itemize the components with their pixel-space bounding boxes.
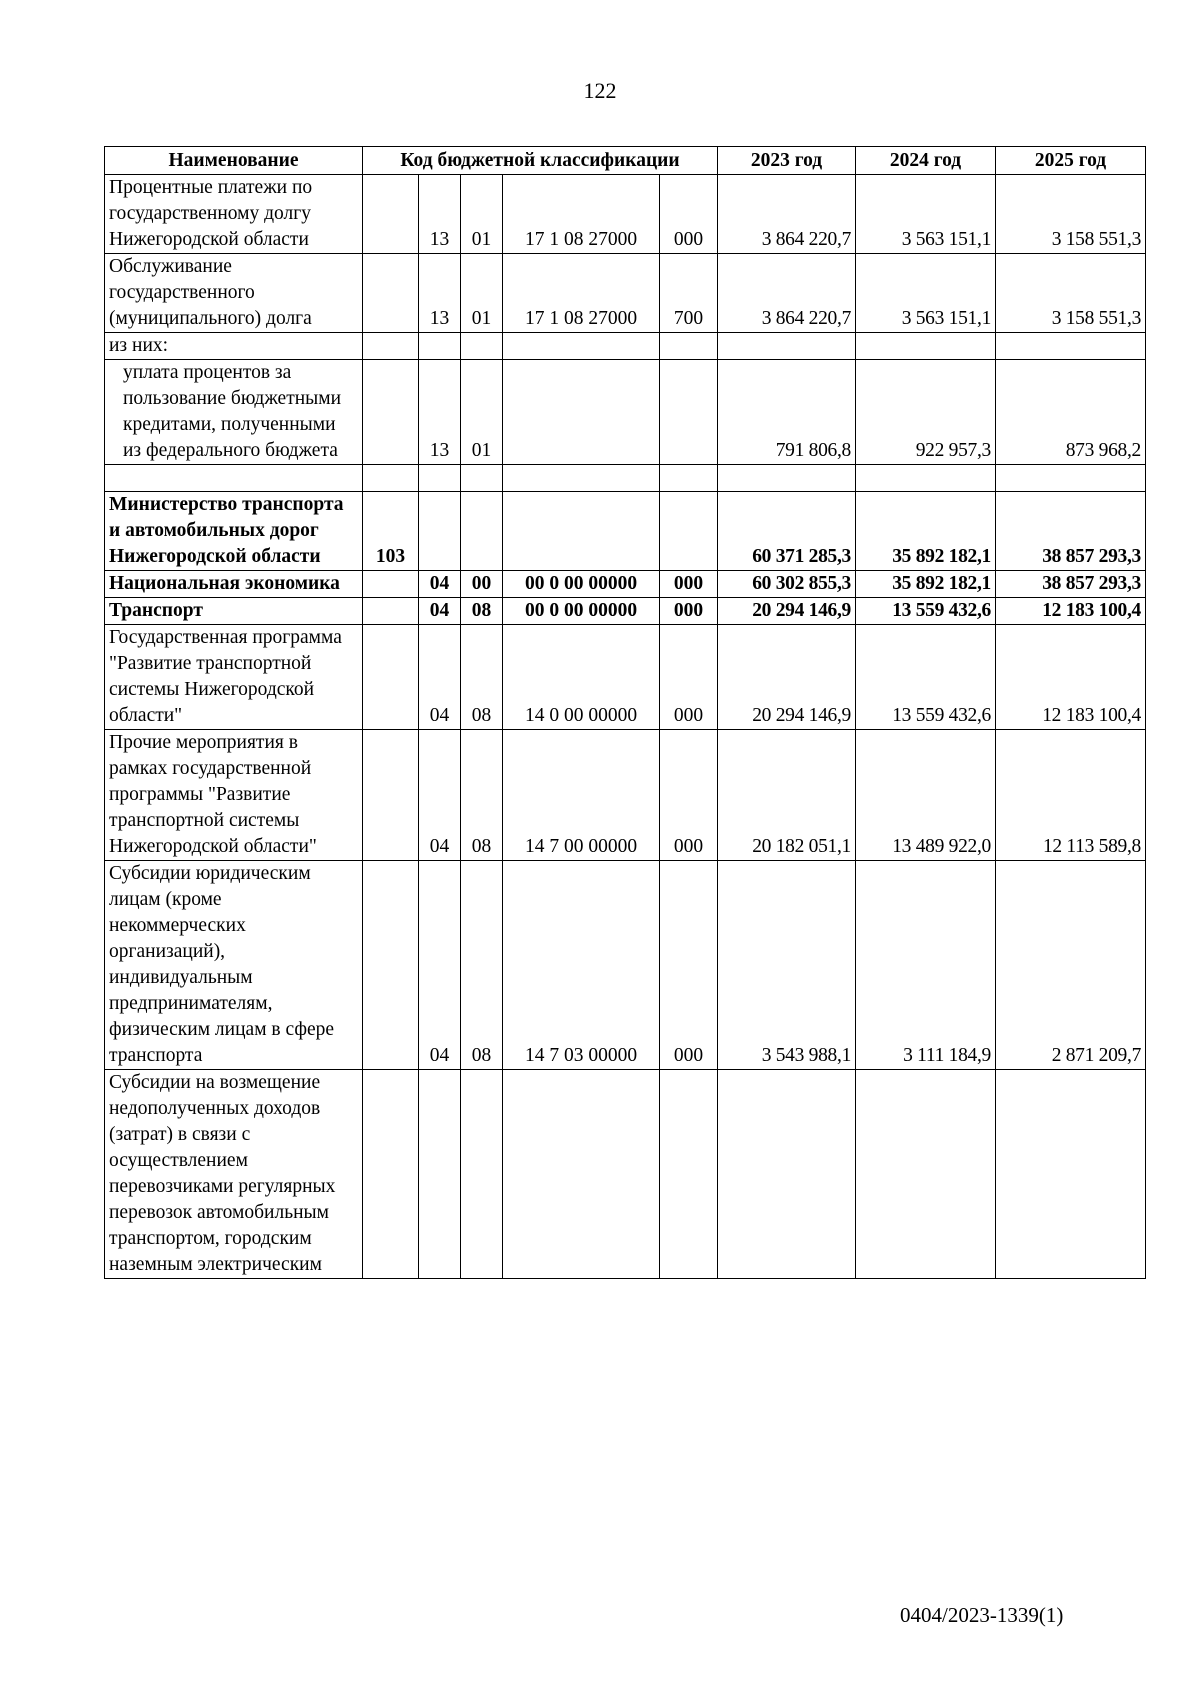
- cell-csr: 17 1 08 27000: [503, 254, 660, 333]
- header-2023: 2023 год: [718, 147, 856, 175]
- table-row: [105, 254, 1146, 333]
- cell-y2023: 3 864 220,7: [718, 175, 856, 254]
- cell-vr: [660, 465, 718, 492]
- table-row: [105, 333, 1146, 360]
- cell-rz: 04: [419, 625, 461, 730]
- cell-name: Субсидии юридическим лицам (кроме некоммерческих организаций), индивидуальным предпринимателям, физическим лицам в сфере транспорта: [105, 861, 363, 1070]
- table-body: [105, 175, 1146, 1279]
- cell-pr: 08: [461, 730, 503, 861]
- cell-name: Прочие мероприятия в рамках государственной программы "Развитие транспортной системы Нижегородской области": [105, 730, 363, 861]
- cell-y2024: 35 892 182,1: [856, 571, 996, 598]
- cell-vr: 000: [660, 730, 718, 861]
- cell-csr: [503, 360, 660, 465]
- cell-name: Субсидии на возмещение недополученных доходов (затрат) в связи с осуществлением перевозчиками регулярных перевозок автомобильным транспортом, городским наземным электрическим: [105, 1070, 363, 1279]
- table-row: [105, 175, 1146, 254]
- cell-y2023: [718, 465, 856, 492]
- cell-pr: [461, 492, 503, 571]
- cell-y2024: [856, 465, 996, 492]
- cell-csr: 14 7 03 00000: [503, 861, 660, 1070]
- cell-y2023: 60 371 285,3: [718, 492, 856, 571]
- cell-rz: [419, 1070, 461, 1279]
- cell-name: [105, 465, 363, 492]
- cell-y2024: 13 489 922,0: [856, 730, 996, 861]
- cell-pr: 01: [461, 175, 503, 254]
- cell-y2025: 12 183 100,4: [996, 625, 1146, 730]
- cell-pr: 08: [461, 598, 503, 625]
- header-code: Код бюджетной классификации: [363, 147, 718, 175]
- cell-y2025: 873 968,2: [996, 360, 1146, 465]
- cell-y2024: 922 957,3: [856, 360, 996, 465]
- cell-y2024: [856, 1070, 996, 1279]
- cell-pr: 01: [461, 360, 503, 465]
- cell-name: Процентные платежи по государственному долгу Нижегородской области: [105, 175, 363, 254]
- cell-y2023: 791 806,8: [718, 360, 856, 465]
- table-row: [105, 360, 1146, 465]
- cell-y2025: 38 857 293,3: [996, 571, 1146, 598]
- cell-y2023: 20 294 146,9: [718, 625, 856, 730]
- cell-csr: [503, 1070, 660, 1279]
- cell-csr: [503, 333, 660, 360]
- table-row: [105, 492, 1146, 571]
- cell-y2025: [996, 1070, 1146, 1279]
- cell-vedom: [363, 465, 419, 492]
- cell-y2024: 13 559 432,6: [856, 625, 996, 730]
- cell-y2023: [718, 1070, 856, 1279]
- cell-vedom: [363, 333, 419, 360]
- cell-vedom: 103: [363, 492, 419, 571]
- cell-rz: [419, 333, 461, 360]
- cell-vedom: [363, 360, 419, 465]
- cell-y2023: 20 182 051,1: [718, 730, 856, 861]
- cell-csr: [503, 492, 660, 571]
- cell-y2025: 38 857 293,3: [996, 492, 1146, 571]
- cell-y2025: 3 158 551,3: [996, 254, 1146, 333]
- cell-rz: [419, 465, 461, 492]
- table-row: [105, 598, 1146, 625]
- cell-vr: 000: [660, 861, 718, 1070]
- cell-y2024: 3 111 184,9: [856, 861, 996, 1070]
- cell-vr: 700: [660, 254, 718, 333]
- cell-vr: 000: [660, 598, 718, 625]
- cell-y2023: 20 294 146,9: [718, 598, 856, 625]
- cell-pr: 01: [461, 254, 503, 333]
- cell-csr: 14 0 00 00000: [503, 625, 660, 730]
- cell-vr: [660, 492, 718, 571]
- header-2025: 2025 год: [996, 147, 1146, 175]
- cell-y2024: 13 559 432,6: [856, 598, 996, 625]
- cell-vedom: [363, 254, 419, 333]
- cell-rz: 04: [419, 730, 461, 861]
- cell-y2023: [718, 333, 856, 360]
- header-2024: 2024 год: [856, 147, 996, 175]
- cell-y2025: 12 113 589,8: [996, 730, 1146, 861]
- cell-y2025: 12 183 100,4: [996, 598, 1146, 625]
- table-row: [105, 861, 1146, 1070]
- cell-rz: 13: [419, 254, 461, 333]
- cell-vedom: [363, 730, 419, 861]
- cell-name: Государственная программа "Развитие транспортной системы Нижегородской области": [105, 625, 363, 730]
- cell-vr: 000: [660, 625, 718, 730]
- cell-pr: [461, 465, 503, 492]
- cell-name: из них:: [105, 333, 363, 360]
- table-row: [105, 625, 1146, 730]
- cell-y2025: 3 158 551,3: [996, 175, 1146, 254]
- cell-vedom: [363, 175, 419, 254]
- cell-vr: [660, 1070, 718, 1279]
- cell-csr: 14 7 00 00000: [503, 730, 660, 861]
- cell-name: Министерство транспорта и автомобильных дорог Нижегородской области: [105, 492, 363, 571]
- cell-y2023: 60 302 855,3: [718, 571, 856, 598]
- cell-rz: 13: [419, 360, 461, 465]
- cell-name: Транспорт: [105, 598, 363, 625]
- cell-y2023: 3 543 988,1: [718, 861, 856, 1070]
- cell-pr: 00: [461, 571, 503, 598]
- cell-vr: [660, 333, 718, 360]
- cell-rz: 13: [419, 175, 461, 254]
- cell-pr: 08: [461, 861, 503, 1070]
- cell-vr: [660, 360, 718, 465]
- cell-name: уплата процентов за пользование бюджетными кредитами, полученными из федерального бюджета: [105, 360, 363, 465]
- cell-csr: 00 0 00 00000: [503, 571, 660, 598]
- cell-csr: 17 1 08 27000: [503, 175, 660, 254]
- cell-y2025: 2 871 209,7: [996, 861, 1146, 1070]
- page-number: 122: [583, 78, 617, 103]
- cell-name: Обслуживание государственного (муниципального) долга: [105, 254, 363, 333]
- cell-rz: 04: [419, 571, 461, 598]
- table-row: [105, 571, 1146, 598]
- table-row: [105, 1070, 1146, 1279]
- cell-y2023: 3 864 220,7: [718, 254, 856, 333]
- cell-pr: [461, 333, 503, 360]
- cell-vedom: [363, 1070, 419, 1279]
- cell-csr: 00 0 00 00000: [503, 598, 660, 625]
- cell-y2025: [996, 333, 1146, 360]
- cell-vedom: [363, 625, 419, 730]
- table-row: [105, 465, 1146, 492]
- cell-rz: 04: [419, 598, 461, 625]
- cell-vedom: [363, 598, 419, 625]
- cell-y2024: [856, 333, 996, 360]
- document-number: 0404/2023-1339(1): [900, 1603, 1064, 1627]
- cell-y2024: 3 563 151,1: [856, 254, 996, 333]
- cell-rz: [419, 492, 461, 571]
- cell-y2024: 3 563 151,1: [856, 175, 996, 254]
- cell-pr: 08: [461, 625, 503, 730]
- cell-y2025: [996, 465, 1146, 492]
- cell-y2024: 35 892 182,1: [856, 492, 996, 571]
- table-row: [105, 730, 1146, 861]
- cell-csr: [503, 465, 660, 492]
- cell-vr: 000: [660, 175, 718, 254]
- budget-table: [104, 146, 1146, 1279]
- table-header-row: [105, 147, 1146, 175]
- cell-vedom: [363, 861, 419, 1070]
- cell-name: Национальная экономика: [105, 571, 363, 598]
- cell-rz: 04: [419, 861, 461, 1070]
- header-name: Наименование: [105, 147, 363, 175]
- cell-pr: [461, 1070, 503, 1279]
- cell-vedom: [363, 571, 419, 598]
- cell-vr: 000: [660, 571, 718, 598]
